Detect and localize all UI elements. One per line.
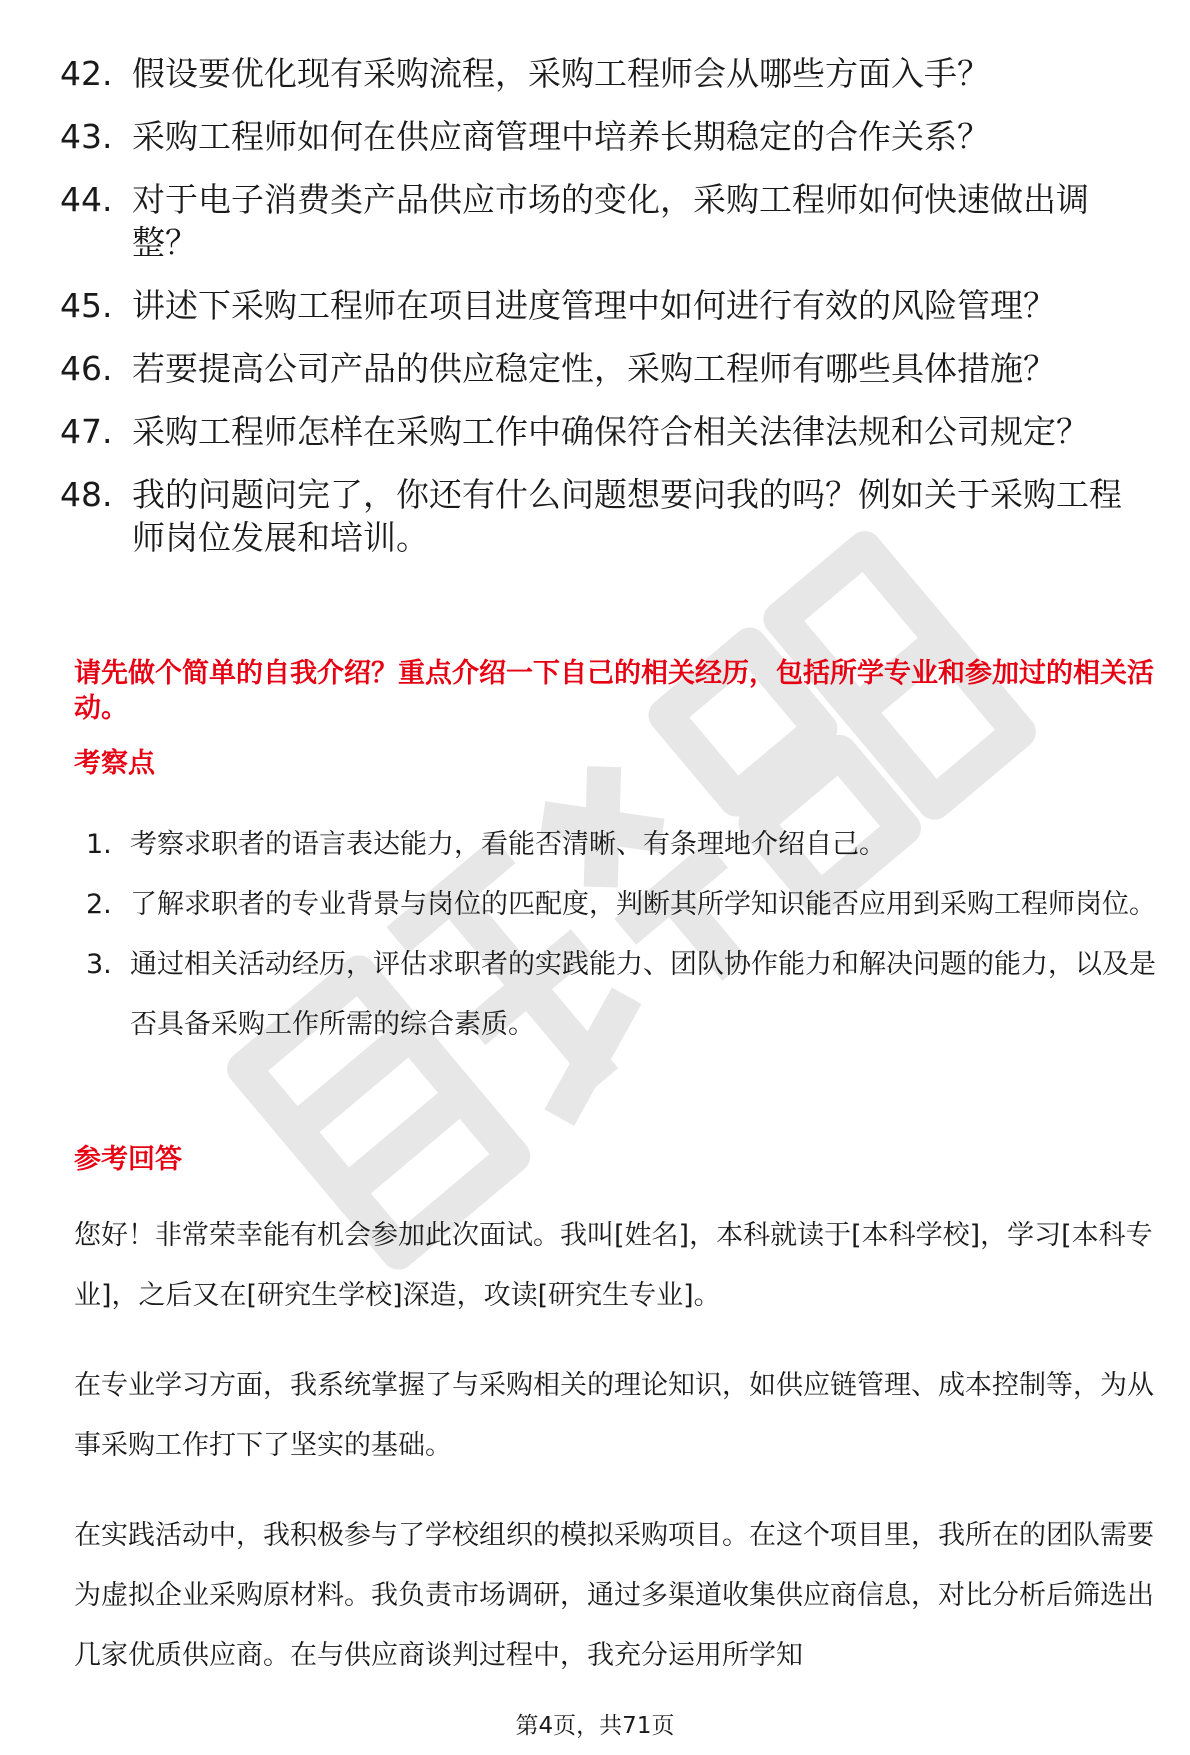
answer-paragraph: 您好！非常荣幸能有机会参加此次面试。我叫[姓名]，本科就读于[本科学校]，学习[本科专业]，之后又在[研究生学校]深造，攻读[研究生专业]。: [74, 1220, 1153, 1311]
page-footer: 第4页，共71页: [515, 1713, 675, 1739]
question-item: [60, 284, 1140, 327]
question-text: 假设要优化现有采购流程，采购工程师会从哪些方面入手？: [132, 54, 990, 93]
assessment-number: 1.: [86, 829, 112, 860]
question-item: [60, 410, 1140, 453]
question-number: 47.: [60, 412, 113, 451]
assessment-item: [86, 935, 1156, 1055]
assessment-number: 2.: [86, 889, 112, 920]
question-item: [60, 52, 1140, 95]
question-item: [60, 178, 1140, 264]
question-number: 42.: [60, 54, 113, 93]
question-number: 43.: [60, 117, 113, 156]
section-question: 请先做个简单的自我介绍？重点介绍一下自己的相关经历，包括所学专业和参加过的相关活动。: [74, 658, 1154, 724]
question-text: 讲述下采购工程师在项目进度管理中如何进行有效的风险管理？: [132, 286, 1056, 325]
assessment-text: 通过相关活动经历，评估求职者的实践能力、团队协作能力和解决问题的能力，以及是否具备采购工作所需的综合素质。: [130, 949, 1156, 1040]
assessment-heading: 考察点: [74, 748, 155, 779]
answer-heading: 参考回答: [74, 1144, 182, 1175]
question-number: 46.: [60, 349, 113, 388]
question-number: 48.: [60, 475, 113, 514]
question-text: 采购工程师怎样在采购工作中确保符合相关法律法规和公司规定？: [132, 412, 1089, 451]
question-text: 若要提高公司产品的供应稳定性，采购工程师有哪些具体措施？: [132, 349, 1056, 388]
assessment-list: [86, 815, 1156, 1055]
question-text: 对于电子消费类产品供应市场的变化，采购工程师如何快速做出调整？: [132, 180, 1089, 262]
assessment-text: 了解求职者的专业背景与岗位的匹配度，判断其所学知识能否应用到采购工程师岗位。: [130, 889, 1156, 920]
question-item: [60, 473, 1140, 559]
question-number: 44.: [60, 180, 113, 219]
question-item: [60, 347, 1140, 390]
question-item: [60, 115, 1140, 158]
question-list: [60, 52, 1140, 579]
assessment-item: [86, 875, 1156, 935]
assessment-item: [86, 815, 1156, 875]
assessment-number: 3.: [86, 949, 112, 980]
answer-paragraph: 在专业学习方面，我系统掌握了与采购相关的理论知识，如供应链管理、成本控制等，为从事采购工作打下了坚实的基础。: [74, 1370, 1154, 1461]
question-text: 采购工程师如何在供应商管理中培养长期稳定的合作关系？: [132, 117, 990, 156]
question-text: 我的问题问完了，你还有什么问题想要问我的吗？例如关于采购工程师岗位发展和培训。: [132, 475, 1122, 557]
assessment-text: 考察求职者的语言表达能力，看能否清晰、有条理地介绍自己。: [130, 829, 886, 860]
answer-paragraph: 在实践活动中，我积极参与了学校组织的模拟采购项目。在这个项目里，我所在的团队需要为虚拟企业采购原材料。我负责市场调研，通过多渠道收集供应商信息，对比分析后筛选出几家优质供应商。在与供应商谈判过程中，我充分运用所学知: [74, 1520, 1154, 1671]
question-number: 45.: [60, 286, 113, 325]
